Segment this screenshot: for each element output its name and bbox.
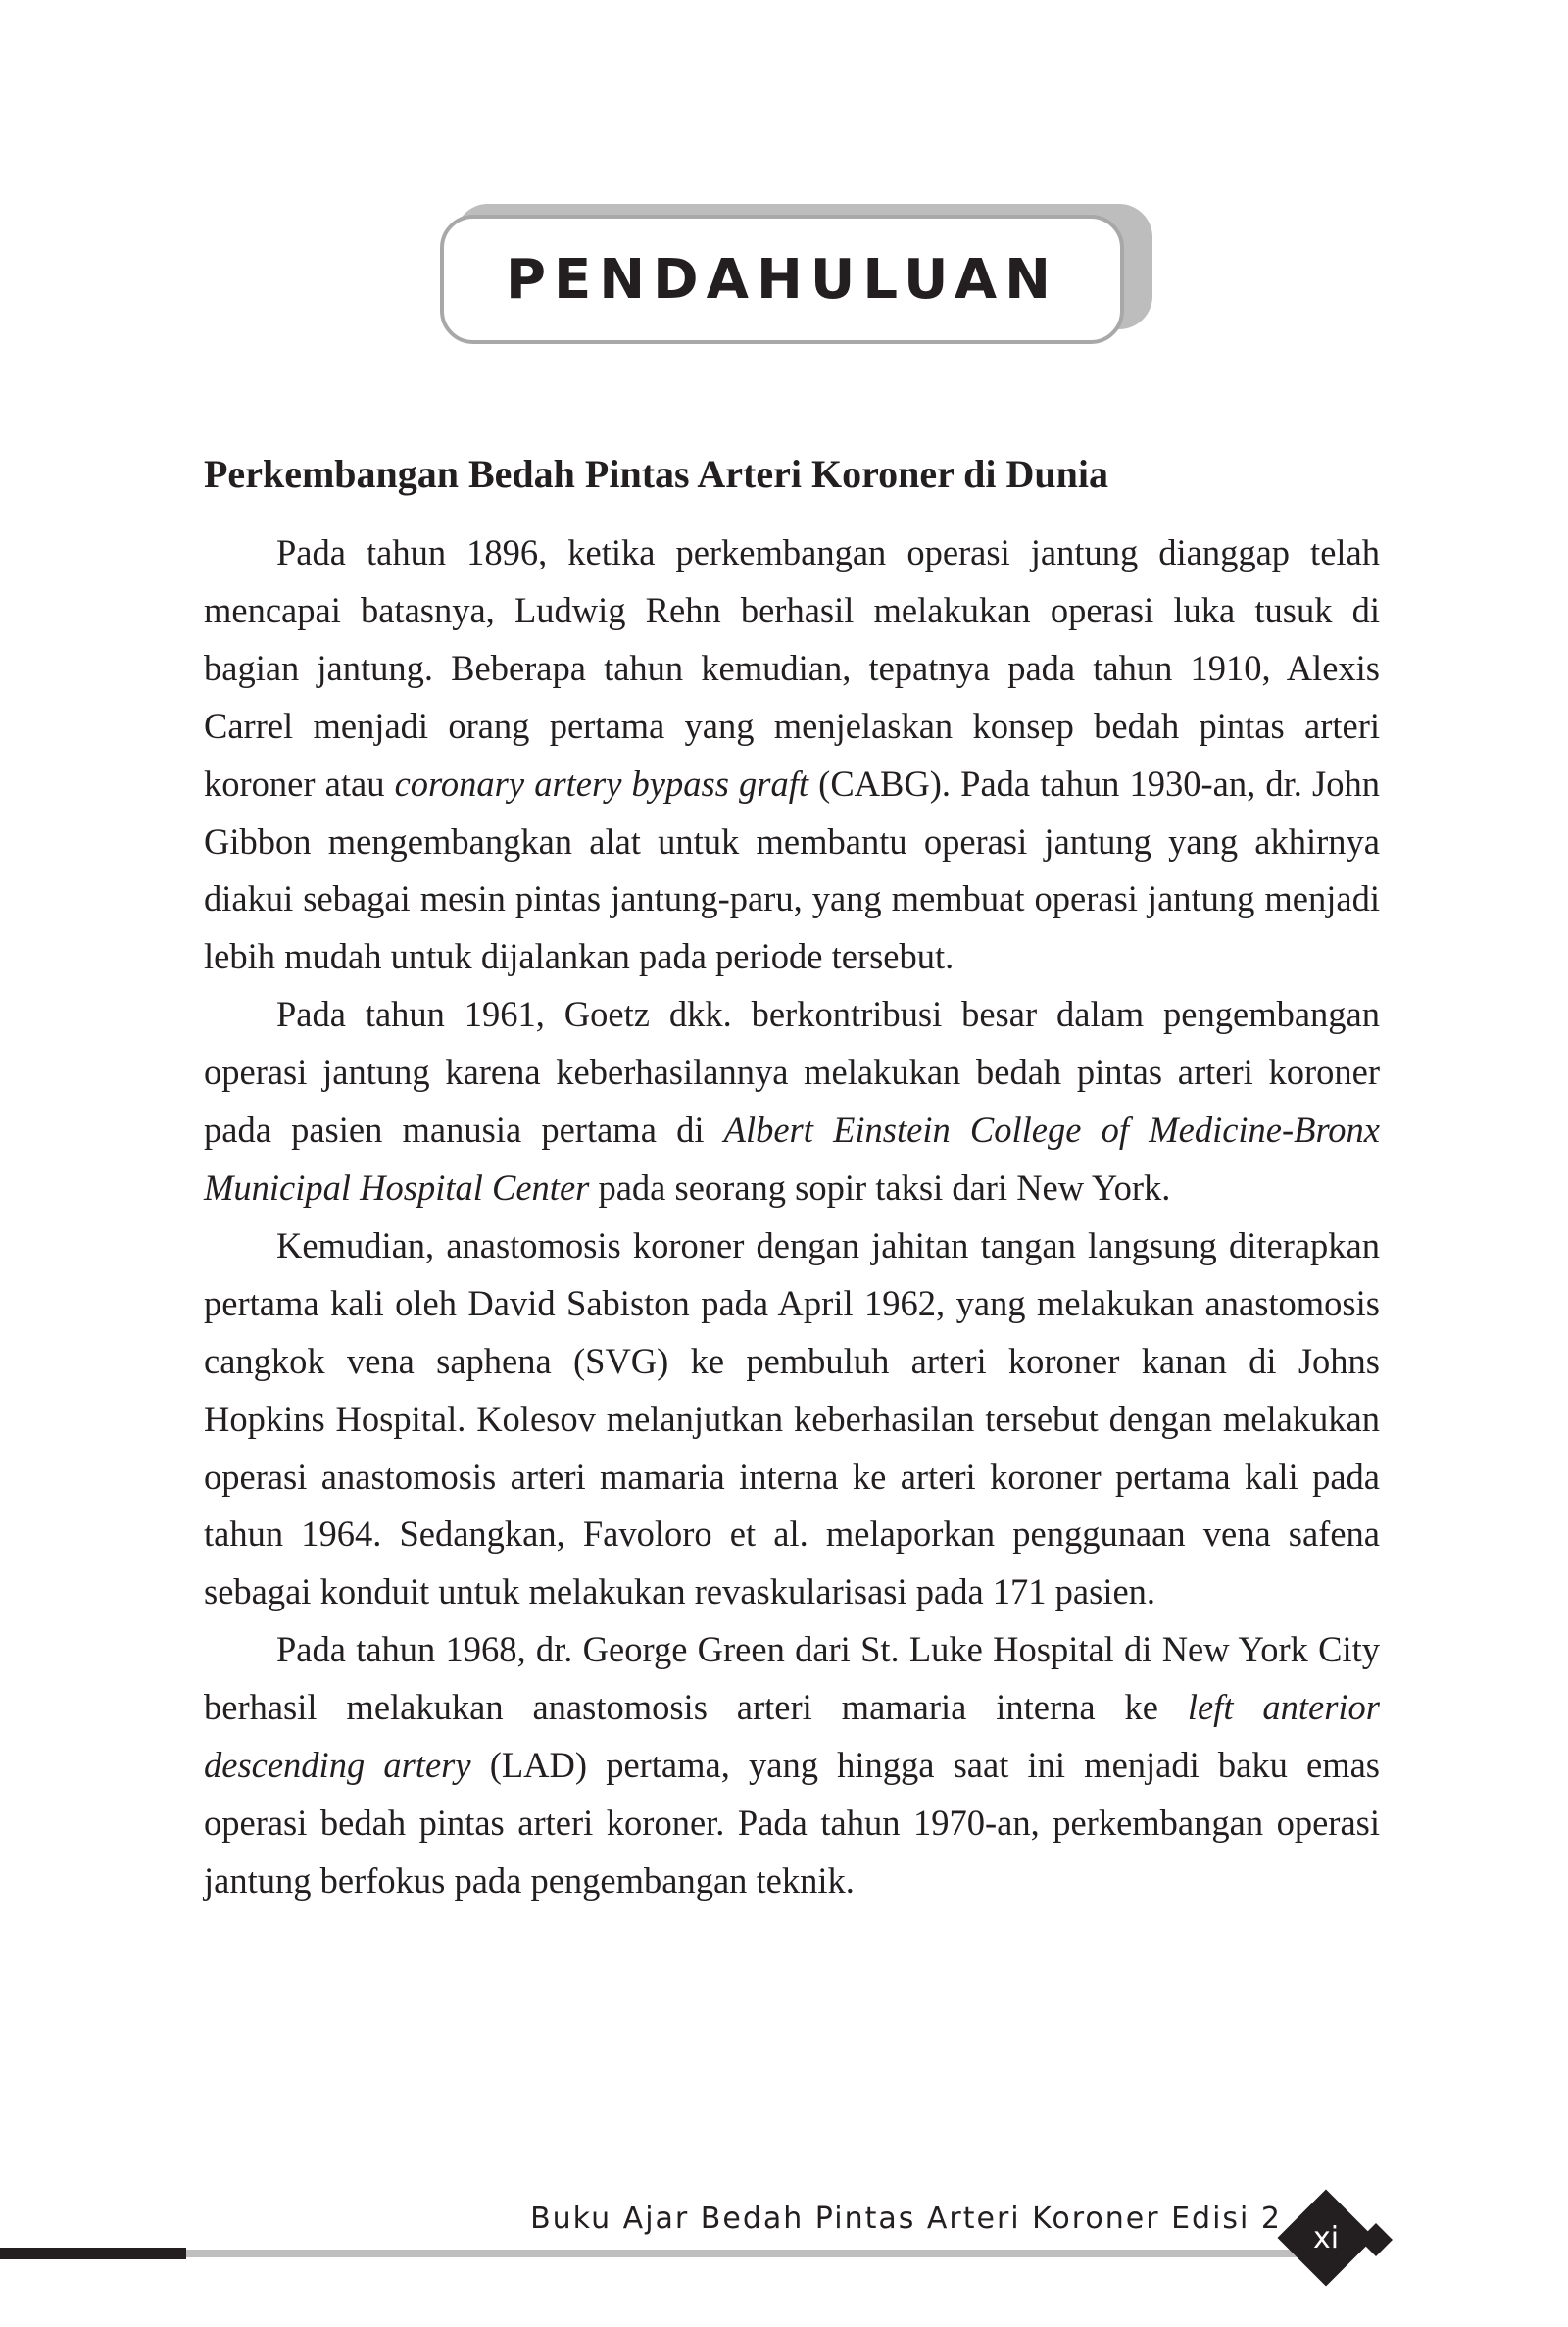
paragraph-2-text-a: Pada tahun 1961, Goetz dkk. berkontribusi besar dalam pengembangan operasi jantung karena keberhasilannya melakukan bedah pintas arteri koroner pada pasien manusia pertama di <box>204 994 1380 1151</box>
paragraph-2 <box>204 986 1380 1217</box>
chapter-title: PENDAHULUAN <box>506 247 1058 312</box>
paragraph-1-italic-term: coronary artery bypass graft <box>394 763 809 804</box>
page-content <box>204 446 1380 1910</box>
paragraph-4-text-a: Pada tahun 1968, dr. George Green dari St. Luke Hospital di New York City berhasil melakukan anastomosis arteri mamaria interna ke <box>204 1629 1380 1728</box>
paragraph-1 <box>204 524 1380 986</box>
paragraph-4 <box>204 1621 1380 1910</box>
paragraph-3-text: Kemudian, anastomosis koroner dengan jahitan tangan langsung diterapkan pertama kali oleh David Sabiston pada April 1962, yang melakukan anastomosis cangkok vena saphena (SVG) ke pembuluh arteri koroner kanan di Johns Hopkins Hospital. Kolesov melanjutkan keberhasilan tersebut dengan melakukan operasi anastomosis arteri mamaria interna ke arteri koroner pertama kali pada tahun 1964. Sedangkan, Favoloro et al. melaporkan penggunaan vena safena sebagai konduit untuk melakukan revaskularisasi pada 171 pasien. <box>204 1224 1380 1612</box>
page-number: xi <box>1312 2220 1340 2255</box>
paragraph-4-text-b: (LAD) pertama, yang hingga saat ini menjadi baku emas operasi bedah pintas arteri koroner. Pada tahun 1970-an, perkembangan operasi jantung berfokus pada pengembangan teknik. <box>204 1745 1381 1901</box>
paragraph-1-text-a: Pada tahun 1896, ketika perkembangan operasi jantung dianggap telah mencapai batasnya, Ludwig Rehn berhasil melakukan operasi luka tusuk di bagian jantung. Beberapa tahun kemudian, tepatnya pada tahun 1910, Alexis Carrel menjadi orang pertama yang menjelaskan konsep bedah pintas arteri koroner atau <box>204 532 1380 804</box>
footer-book-title: Buku Ajar Bedah Pintas Arteri Koroner Edisi 2 <box>530 2202 1282 2236</box>
paragraph-2-italic-term: Albert Einstein College of Medicine-Bronx Municipal Hospital Center <box>204 1110 1380 1208</box>
paragraph-4-italic-term: left anterior descending artery <box>204 1687 1381 1786</box>
paragraph-1-text-b: (CABG). Pada tahun 1930-an, dr. John Gibbon mengembangkan alat untuk membantu operasi jantung yang akhirnya diakui sebagai mesin pintas jantung-paru, yang membuat operasi jantung menjadi lebih mudah untuk dijalankan pada periode tersebut. <box>204 763 1380 977</box>
section-heading: Perkembangan Bedah Pintas Arteri Koroner di Dunia <box>204 452 1109 496</box>
footer-rule-dark <box>0 2248 186 2259</box>
footer-rule-gray <box>186 2250 1321 2257</box>
paragraph-3 <box>204 1217 1380 1621</box>
paragraph-2-text-b: pada seorang sopir taksi dari New York. <box>589 1166 1171 1208</box>
